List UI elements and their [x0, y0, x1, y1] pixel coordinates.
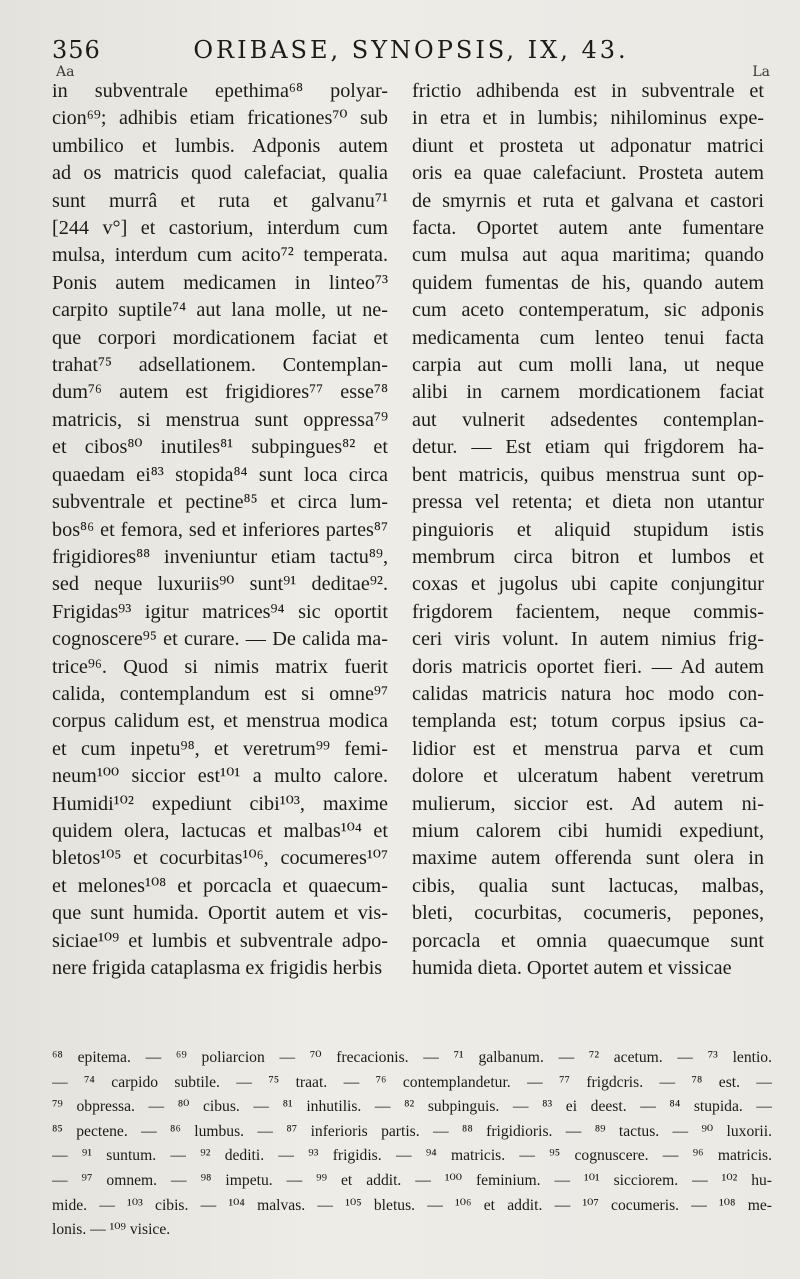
text-line: dum⁷⁶ autem est frigidiores⁷⁷ esse⁷⁸ — [52, 381, 388, 404]
footnotes-block — [52, 1046, 772, 1243]
text-line: bleti, cocurbitas, cocumeris, pepones, — [412, 902, 764, 925]
text-line: cion⁶⁹; adhibis etiam fricationes⁷⁰ sub — [52, 107, 388, 130]
text-line: cibis, qualia sunt lactucas, malbas, — [412, 874, 764, 897]
text-line: et cum inpetu⁹⁸, et veretrum⁹⁹ femi- — [52, 737, 388, 760]
footnote-line: — ⁹⁷ omnem. — ⁹⁸ impetu. — ⁹⁹ et addit. — ¹⁰⁰ feminium. — ¹⁰¹ sicciorem. — ¹⁰² hu- — [52, 1171, 772, 1189]
text-line: que sunt humida. Oportit autem et vis- — [52, 902, 388, 925]
left-text-column — [52, 78, 388, 982]
text-line: in etra et in lumbis; nihilominus expe- — [412, 107, 764, 130]
text-line: que corpori mordicationem faciat et — [52, 326, 388, 349]
text-line: cognoscere⁹⁵ et curare. — De calida ma- — [52, 628, 388, 651]
text-line: corpus calidum est, et menstrua modica — [52, 710, 388, 733]
footnote-line: mide. — ¹⁰³ cibis. — ¹⁰⁴ malvas. — ¹⁰⁵ bletus. — ¹⁰⁶ et addit. — ¹⁰⁷ cocumeris. — ¹⁰⁸ me- — [52, 1196, 772, 1214]
text-line: Frigidas⁹³ igitur matrices⁹⁴ sic oportit — [52, 600, 388, 623]
text-line: maxime autem offerenda sunt olera in — [412, 847, 764, 870]
footnote-line: ⁶⁸ epitema. — ⁶⁹ poliarcion — ⁷⁰ frecacionis. — ⁷¹ galbanum. — ⁷² acetum. — ⁷³ lentio. — [52, 1049, 772, 1066]
text-line: alibi in carnem mordicationem faciat — [412, 381, 764, 404]
footnote-line: — ⁷⁴ carpido subtile. — ⁷⁵ traat. — ⁷⁶ contemplandetur. — ⁷⁷ frigdcris. — ⁷⁸ est. — — [52, 1073, 772, 1091]
text-line: trice⁹⁶. Quod si nimis matrix fuerit — [52, 655, 388, 678]
footnote-line: lonis. — ¹⁰⁹ visice. — [52, 1221, 171, 1239]
text-line: de smyrnis et ruta et galvana et castori — [412, 189, 764, 212]
text-line: calidas matricis natura hoc modo con- — [412, 682, 764, 705]
text-line: carpito suptile⁷⁴ aut lana molle, ut ne- — [52, 299, 388, 322]
text-line: matricis, si menstrua sunt oppressa⁷⁹ — [52, 408, 388, 431]
text-line: ad os matricis quod calefaciat, qualia — [52, 162, 388, 185]
text-line: porcacla et omnia quaecumque sunt — [412, 929, 764, 952]
text-line: carpia aut cum molli lana, ut neque — [412, 354, 764, 377]
footnote-line: ⁷⁹ obpressa. — ⁸⁰ cibus. — ⁸¹ inhutilis. — ⁸² subpinguis. — ⁸³ ei deest. — ⁸⁴ stupida. — — [52, 1098, 772, 1116]
text-line: lidior est et menstrua parva et cum — [412, 737, 764, 760]
footnote-line: ⁸⁵ pectene. — ⁸⁶ lumbus. — ⁸⁷ inferioris partis. — ⁸⁸ frigidioris. — ⁸⁹ tactus. — ⁹⁰ luxorii. — [52, 1122, 772, 1140]
page-number: 356 — [52, 36, 101, 64]
text-line: bos⁸⁶ et femora, sed et inferiores partes⁸⁷ — [52, 518, 388, 541]
text-line: quaedam ei⁸³ stopida⁸⁴ sunt loca circa — [52, 463, 388, 486]
text-line: sed neque luxuriis⁹⁰ sunt⁹¹ deditae⁹². — [52, 573, 388, 596]
manuscript-marker-right: La — [752, 64, 770, 80]
text-line: sunt murrâ et ruta et galvanu⁷¹ — [52, 189, 388, 212]
text-line: et melones¹⁰⁸ et porcacla et quaecum- — [52, 874, 388, 897]
text-line: cum aceto contemperatum, sic adponis — [412, 299, 764, 322]
text-line: trahat⁷⁵ adsellationem. Contemplan- — [52, 354, 388, 377]
text-line: aut vulnerit adsedentes contemplan- — [412, 408, 764, 431]
text-line: subventrale et pectine⁸⁵ et circa lum- — [52, 491, 388, 514]
text-line: oris ea quae calefaciunt. Prosteta autem — [412, 162, 764, 185]
text-line: frigidiores⁸⁸ inveniuntur etiam tactu⁸⁹, — [52, 545, 388, 568]
text-line: mium calorem cibi humidi expediunt, — [412, 819, 764, 842]
text-line: dolore et ulceratum habent veretrum — [412, 765, 764, 788]
text-line: in subventrale epethima⁶⁸ polyar- — [52, 80, 388, 102]
text-line: calida, contemplandum est si omne⁹⁷ — [52, 682, 388, 705]
text-line: medicamenta cum lenteo tenui facta — [412, 326, 764, 349]
text-line: humida dieta. Oportet autem et vissicae — [412, 957, 732, 979]
text-line: detur. — Est etiam qui frigdorem ha- — [412, 436, 764, 459]
text-line: diunt et prosteta ut adponatur matrici — [412, 134, 764, 157]
right-text-column — [412, 78, 764, 982]
text-line: quidem olera, lactucas et malbas¹⁰⁴ et — [52, 819, 388, 842]
text-line: umbilico et lumbis. Adponis autem — [52, 134, 388, 157]
text-line: bletos¹⁰⁵ et cocurbitas¹⁰⁶, cocumeres¹⁰⁷ — [52, 847, 388, 870]
manuscript-marker-left: Aa — [56, 64, 75, 80]
text-line: coxas et jugolus ubi capite conjungitur — [412, 573, 764, 596]
text-line: pinguioris et aliquid stupidum istis — [412, 518, 764, 541]
text-line: cum mulsa aut aqua maritima; quando — [412, 244, 764, 267]
text-line: mulsa, interdum cum acito⁷² temperata. — [52, 244, 388, 267]
text-line: frictio adhibenda est in subventrale et — [412, 80, 764, 102]
text-line: Ponis autem medicamen in linteo⁷³ — [52, 271, 388, 294]
text-line: nere frigida cataplasma ex frigidis herbis — [52, 957, 383, 979]
text-line: frigdorem facientem, neque commis- — [412, 600, 764, 623]
text-line: ceri viris volunt. In autem nimius frig- — [412, 628, 764, 651]
text-line: siciae¹⁰⁹ et lumbis et subventrale adpo- — [52, 929, 388, 952]
text-line: mulierum, siccior est. Ad autem ni- — [412, 792, 764, 815]
footnote-line: — ⁹¹ suntum. — ⁹² dediti. — ⁹³ frigidis. — ⁹⁴ matricis. — ⁹⁵ cognuscere. — ⁹⁶ matricis. — [52, 1147, 772, 1165]
text-line: membrum circa bitron et lumbos et — [412, 545, 764, 568]
page-header — [52, 36, 770, 70]
text-line: pressa vel retenta; et dieta non utantur — [412, 491, 764, 514]
text-line: facta. Oportet autem ante fumentare — [412, 217, 764, 240]
text-line: Humidi¹⁰² expediunt cibi¹⁰³, maxime — [52, 792, 388, 815]
text-line: bent matricis, quibus menstrua sunt op- — [412, 463, 764, 486]
text-line: quidem fumentas de his, quando autem — [412, 271, 764, 294]
running-title: ORIBASE, SYNOPSIS, IX, 43. — [193, 36, 629, 64]
text-line: templanda est; totum corpus ipsius ca- — [412, 710, 764, 733]
text-line: [244 v°] et castorium, interdum cum — [52, 217, 388, 240]
text-line: neum¹⁰⁰ siccior est¹⁰¹ a multo calore. — [52, 765, 388, 788]
text-line: doris matricis oportet fieri. — Ad autem — [412, 655, 764, 678]
text-line: et cibos⁸⁰ inutiles⁸¹ subpingues⁸² et — [52, 436, 388, 459]
